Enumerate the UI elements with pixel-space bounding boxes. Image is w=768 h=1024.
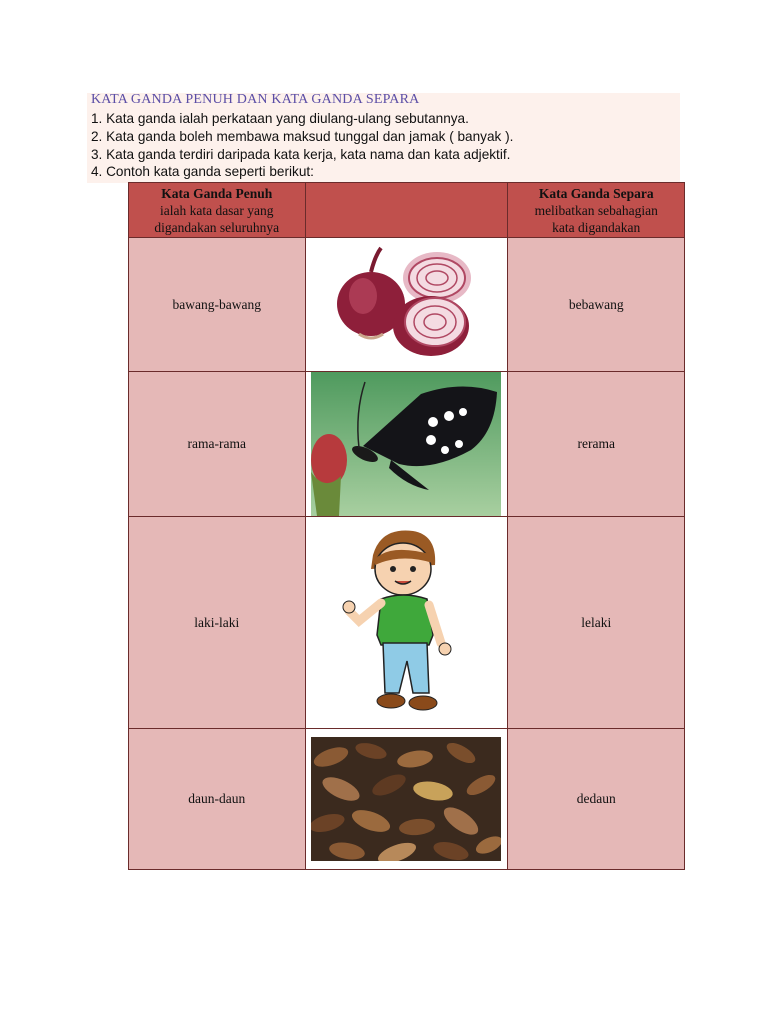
header-separa-line2: kata digandakan <box>552 219 641 235</box>
table-row <box>129 372 685 517</box>
boy-icon <box>341 525 471 721</box>
header-penuh <box>129 183 306 238</box>
kata-separa: lelaki <box>508 517 685 729</box>
header-separa <box>508 183 685 238</box>
header-image <box>305 183 508 238</box>
kata-separa: rerama <box>508 372 685 517</box>
kata-penuh: rama-rama <box>129 372 306 517</box>
point-2: 2. Kata ganda boleh membawa maksud tunggal dan jamak ( banyak ). <box>91 129 514 144</box>
table-header-row <box>129 183 685 238</box>
onion-icon <box>331 246 481 364</box>
kata-penuh: bawang-bawang <box>129 238 306 372</box>
kata-separa: dedaun <box>508 729 685 870</box>
kata-penuh: daun-daun <box>129 729 306 870</box>
point-3: 3. Kata ganda terdiri daripada kata kerja, kata nama dan kata adjektif. <box>91 147 511 162</box>
header-penuh-line2: digandakan seluruhnya <box>154 219 280 235</box>
table-row <box>129 729 685 870</box>
page-title: KATA GANDA PENUH DAN KATA GANDA SEPARA <box>91 92 420 107</box>
kata-separa: bebawang <box>508 238 685 372</box>
header-penuh-line1: ialah kata dasar yang <box>159 202 274 218</box>
table-row <box>129 238 685 372</box>
boy-image <box>305 517 508 729</box>
butterfly-image <box>305 372 508 517</box>
dry-leaves-icon <box>311 737 501 861</box>
header-separa-line1: melibatkan sebahagian <box>534 202 658 218</box>
point-4: 4. Contoh kata ganda seperti berikut: <box>91 164 314 179</box>
point-1: 1. Kata ganda ialah perkataan yang diulang-ulang sebutannya. <box>91 111 469 126</box>
header-separa-title: Kata Ganda Separa <box>538 185 654 201</box>
table-row <box>129 517 685 729</box>
header-penuh-title: Kata Ganda Penuh <box>161 185 273 201</box>
kata-penuh: laki-laki <box>129 517 306 729</box>
kata-ganda-table <box>128 182 685 870</box>
butterfly-icon <box>311 372 501 516</box>
onion-image <box>305 238 508 372</box>
leaves-image <box>305 729 508 870</box>
